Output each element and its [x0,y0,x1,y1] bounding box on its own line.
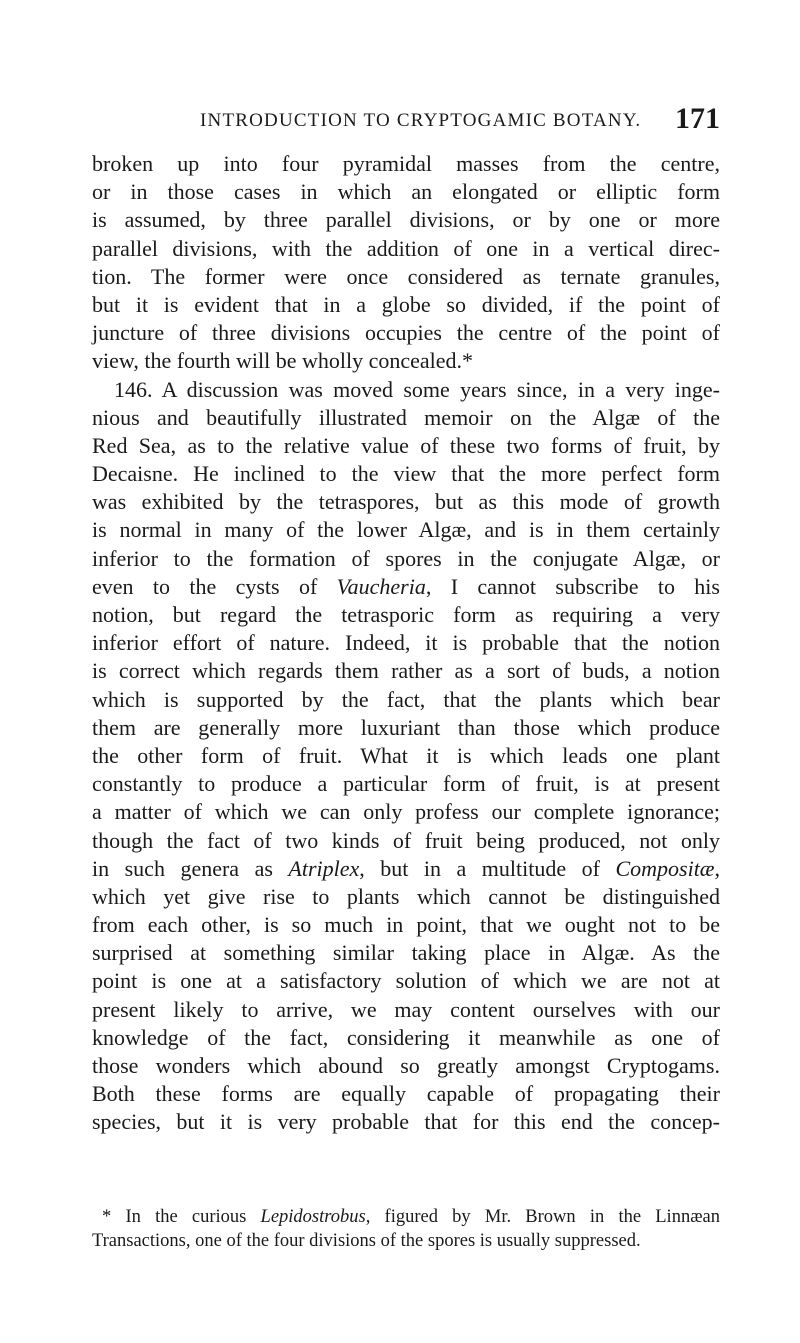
text-line: inferior effort of nature. Indeed, it is probable that the notion [92,630,720,656]
text-line: point is one at a satisfactory solution of which we are not at [92,968,720,994]
footnote-taxon: Lepidostrobus [260,1207,366,1227]
footnote-line-1 [92,1205,720,1229]
footnote-line-2: Transactions, one of the four divisions of the spores is usually suppressed. [92,1231,641,1251]
page-header [92,98,720,138]
text-line: but it is evident that in a globe so divided, if the point of [92,291,720,317]
text-line: a matter of which we can only profess our complete ignorance; [92,799,720,825]
running-title: INTRODUCTION TO CRYPTOGAMIC BOTANY. [200,110,642,131]
body-text [92,150,720,1137]
text-line: is correct which regards them rather as a sort of buds, a notion [92,658,720,684]
text-line: Red Sea, as to the relative value of these two forms of fruit, by [92,432,720,458]
text-line: broken up into four pyramidal masses from the centre, [92,151,720,176]
text-line: juncture of three divisions occupies the centre of the point of [92,320,720,346]
text-line: present likely to arrive, we may content ourselves with our [92,996,720,1022]
text-line: Decaisne. He inclined to the view that the more perfect form [92,461,720,487]
text-line: is assumed, by three parallel divisions, or by one or more [92,207,720,233]
text-line: surprised at something similar taking place in Algæ. As the [92,940,720,966]
text-line: view, the fourth will be wholly concealed.* [92,348,474,374]
text-line: nious and beautifully illustrated memoir on the Algæ of the [92,404,720,430]
text-line: notion, but regard the tetrasporic form as requiring a very [92,602,720,627]
footnote-text: In the curious [125,1207,261,1227]
text-line: which is supported by the fact, that the plants which bear [92,686,720,712]
footnote [92,1205,720,1253]
text-line: tion. The former were once considered as ternate granules, [92,263,720,289]
footnote-text: , figured by Mr. Brown in the Linnæan [365,1207,720,1227]
text-line: which yet give rise to plants which cannot be distinguished [92,883,720,909]
page-number: 171 [675,102,720,135]
text-line: was exhibited by the tetraspores, but as this mode of growth [92,489,720,515]
text-line: Both these forms are equally capable of propagating their [92,1081,720,1107]
text-line: constantly to produce a particular form of fruit, is at present [92,771,720,797]
text-line: the other form of fruit. What it is which leads one plant [92,742,720,768]
text-line: though the fact of two kinds of fruit being produced, not only [92,827,720,853]
text-line: knowledge of the fact, considering it meanwhile as one of [92,1024,720,1050]
text-line: species, but it is very probable that for this end the concep- [92,1109,720,1135]
text-line: is normal in many of the lower Algæ, and is in them certainly [92,517,720,543]
text-line: parallel divisions, with the addition of one in a vertical direc- [92,235,720,261]
text-line: from each other, is so much in point, that we ought not to be [92,912,720,938]
text-line: them are generally more luxuriant than those which produce [92,714,720,740]
footnote-marker: * [102,1207,112,1227]
text-line: even to the cysts of Vaucheria, I cannot subscribe to his [92,573,720,599]
text-line: in such genera as Atriplex, but in a multitude of Compositæ, [92,855,720,881]
text-line: those wonders which abound so greatly amongst Cryptogams. [92,1053,720,1078]
paragraph-146-start: 146. A discussion was moved some years since, in a very inge- [114,376,720,402]
text-line: inferior to the formation of spores in the conjugate Algæ, or [92,545,720,571]
text-line: or in those cases in which an elongated or elliptic form [92,179,720,205]
